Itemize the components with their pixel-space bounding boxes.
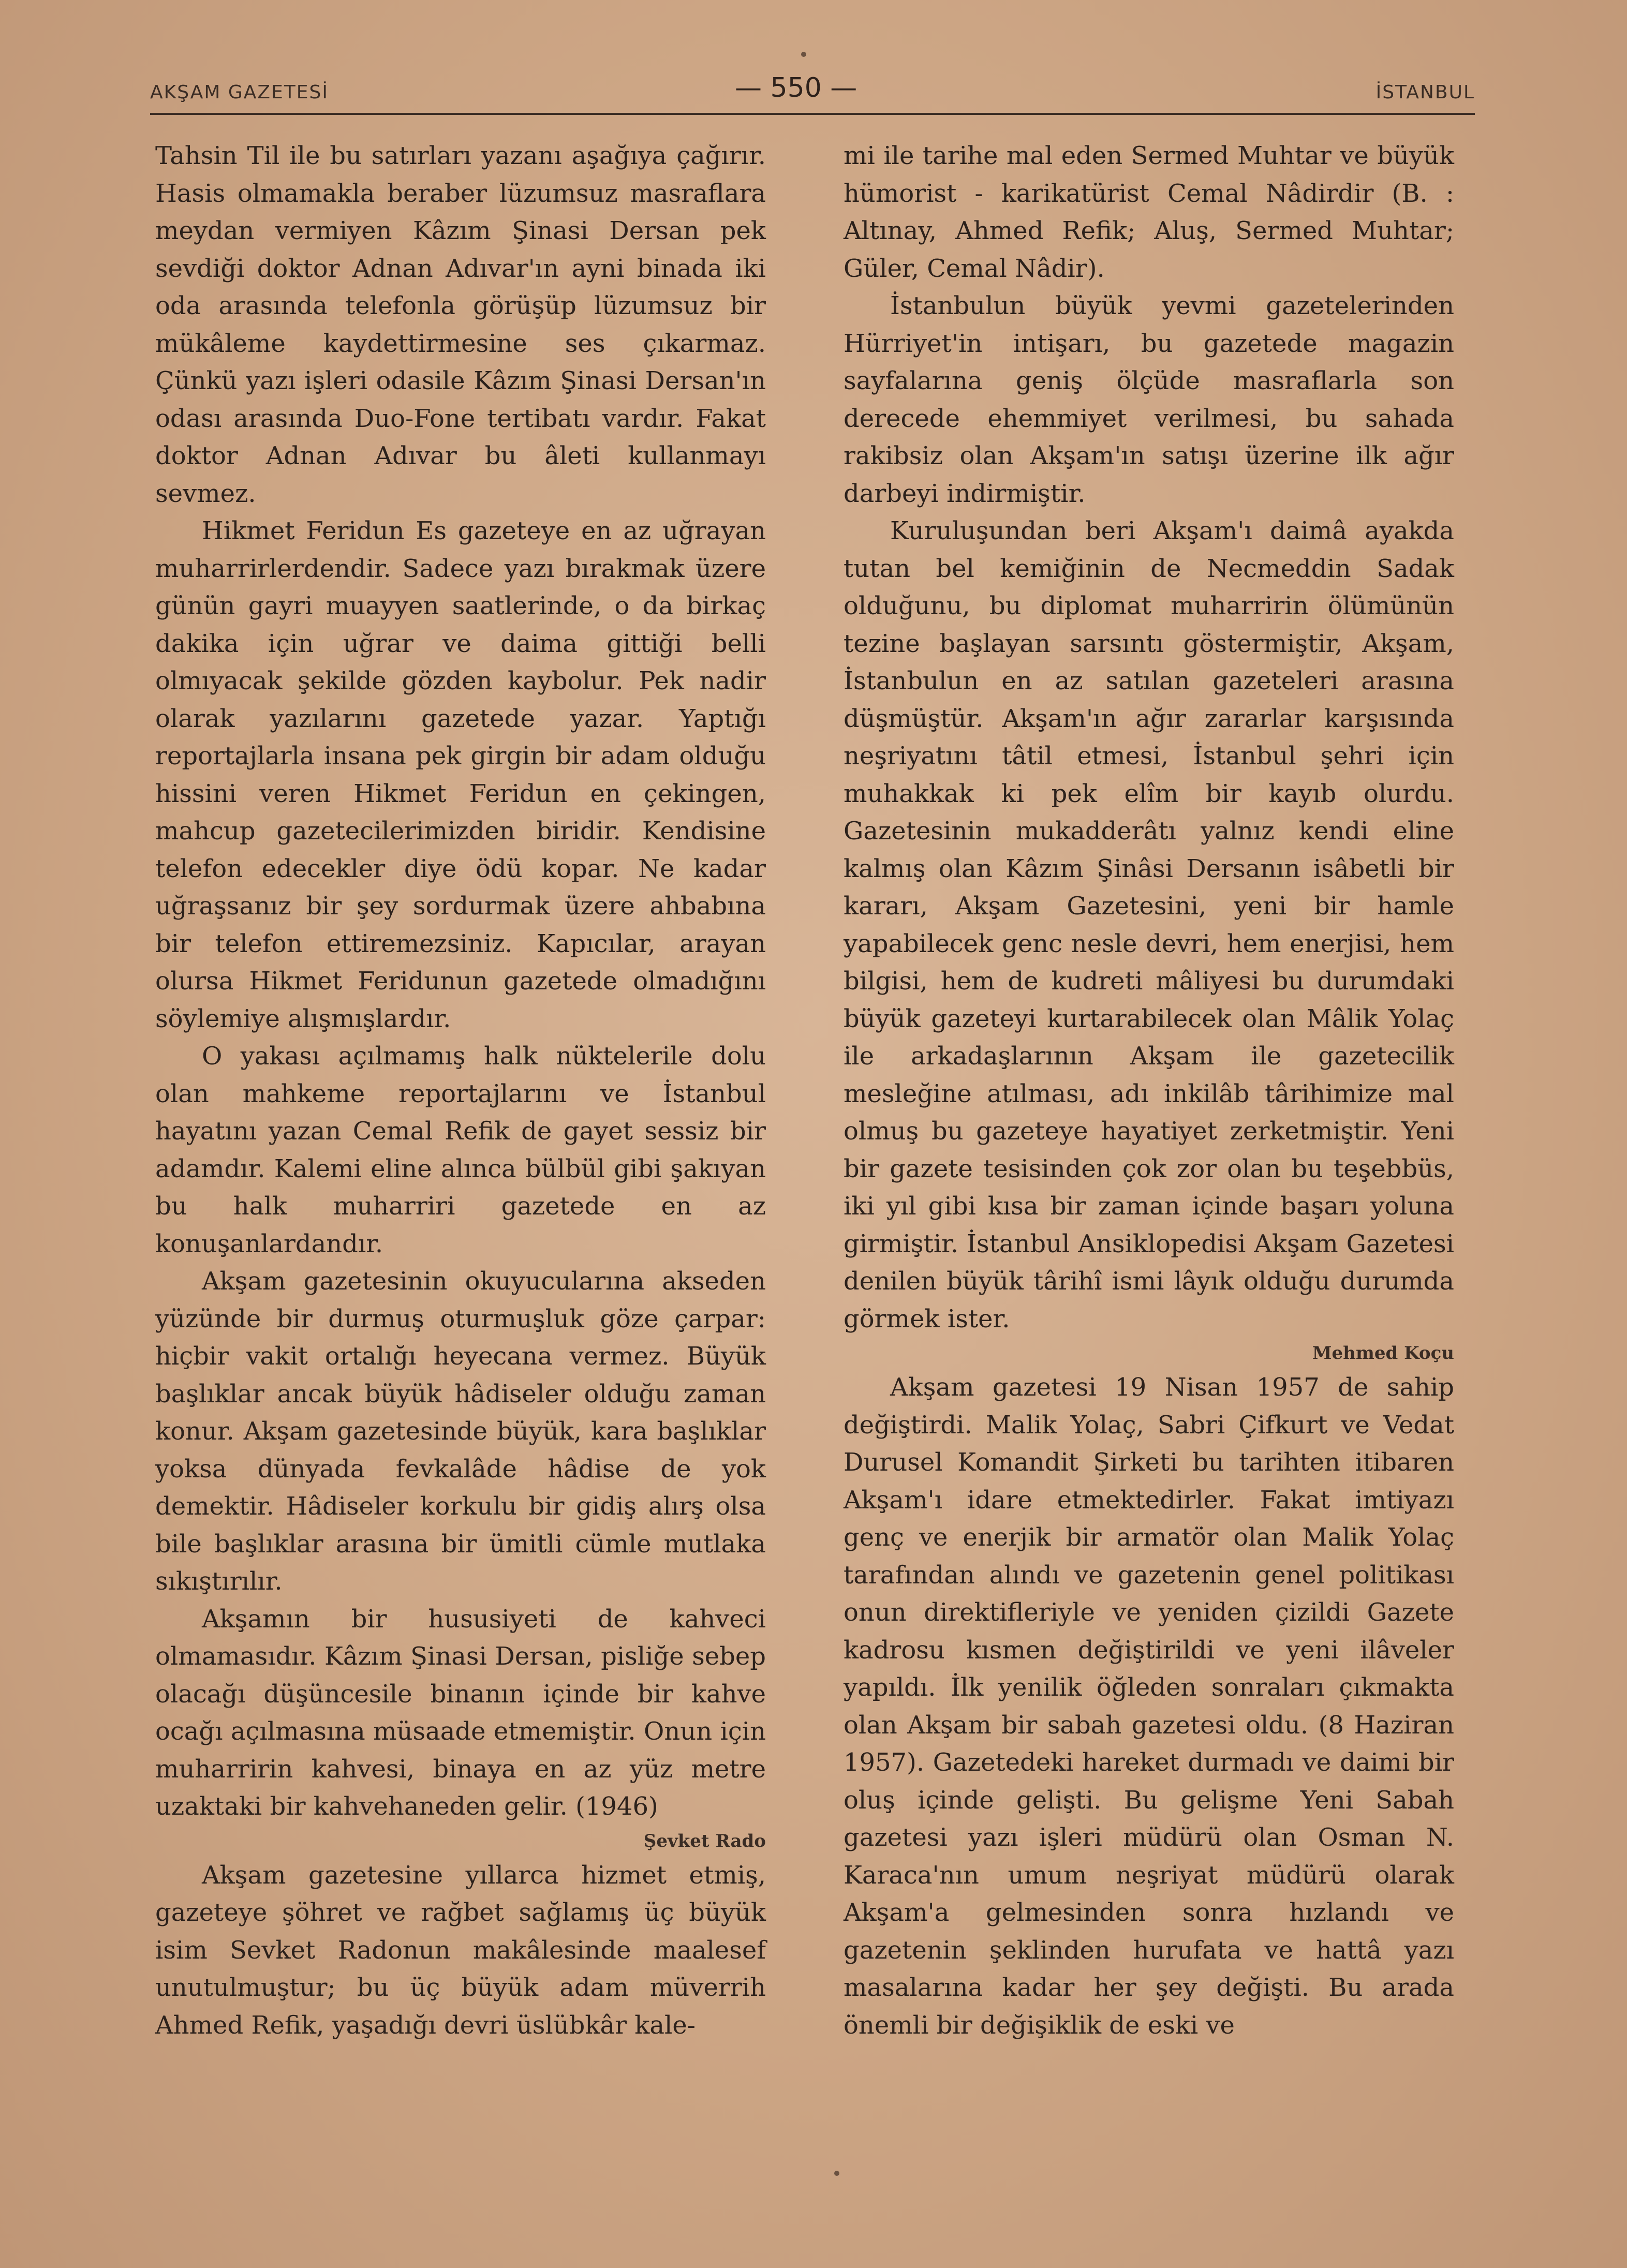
paragraph: Akşam gazetesinin okuyucularına akseden yüzünde bir durmuş oturmuşluk göze çarpar: hiçbir vakit ortalığı heyecana vermez. Büyük başlıklar ancak büyük hâdiseler olduğu zaman konur. Akşam gazetesinde büyük, kara başlıklar yoksa dünyada fevkalâde hâdise de yok demektir. Hâdiseler korkulu bir gidiş alırş olsa bile başlıklar arasına bir ümitli cümle mutlaka sıkıştırılır. xyxy=(155,1267,766,1596)
paragraph: Kuruluşundan beri Akşam'ı daimâ ayakda tutan bel kemiğinin de Necmeddin Sadak olduğunu, bu diplomat muharririn ölümünün tezine başlayan sarsıntı göstermiştir, Akşam, İstanbulun en az satılan gazeteleri arasına düşmüştür. Akşam'ın ağır zararlar karşısında neşriyatını tâtil etmesi, İstanbul şehri için muhakkak ki pek elîm bir kayıb olurdu. Gazetesinin mukadderâtı yalnız kendi eline kalmış olan Kâzım Şinâsi Dersanın isâbetli bir kararı, Akşam Gazetesini, yeni bir hamle yapabilecek genc nesle devri, hem enerjisi, hem bilgisi, hem de kudreti mâliyesi bu durumdaki büyük gazeteyi kurtarabilecek olan Mâlik Yolaç ile arkadaşlarının Akşam ile gazetecilik mesleğine atılması, adı inkilâb târihimize mal olmuş bu gazeteye hayatiyet zerketmiştir. Yeni bir gazete tesisinden çok zor olan bu teşebbüs, iki yıl gibi kısa bir zaman içinde başarı yoluna girmiştir. İstanbul Ansiklopedisi Akşam Gazetesi denilen büyük târihî ismi lâyık olduğu durumda görmek ister. xyxy=(844,516,1454,1333)
right-column xyxy=(844,137,1454,2044)
running-head xyxy=(150,72,1475,109)
paragraph: Akşamın bir hususiyeti de kahveci olmamasıdır. Kâzım Şinasi Dersan, pisliğe sebep olacağı düşüncesile binanın içinde bir kahve ocağı açılmasına müsaade etmemiştir. Onun için muharririn kahvesi, binaya en az yüz metre uzaktaki bir kahvehaneden gelir. (1946) xyxy=(155,1604,766,1821)
page-number: — 550 — xyxy=(735,72,857,103)
print-speck xyxy=(834,2171,839,2176)
header-rule xyxy=(150,113,1475,115)
paragraph: İstanbulun büyük yevmi gazetelerinden Hürriyet'in intişarı, bu gazetede magazin sayfalarına geniş ölçüde masraflarla son derecede ehemmiyet verilmesi, bu sahada rakibsiz olan Akşam'ın satışı üzerine ilk ağır darbeyi indirmiştir. xyxy=(844,291,1454,508)
print-speck xyxy=(801,52,806,57)
paragraph: Akşam gazetesine yıllarca hizmet etmiş, gazeteye şöhret ve rağbet sağlamış üç büyük isim Sevket Radonun makâlesinde maalesef unutulmuştur; bu üç büyük adam müverrih Ahmed Refik, yaşadığı devri üslübkâr kale- xyxy=(155,1860,766,2040)
newspaper-title: AKŞAM GAZETESİ xyxy=(150,82,329,103)
left-column xyxy=(155,137,766,2044)
section-title: İSTANBUL xyxy=(1375,82,1475,103)
paragraph: Hikmet Feridun Es gazeteye en az uğrayan muharrirlerdendir. Sadece yazı bırakmak üzere günün gayri muayyen saatlerinde, o da birkaç dakika için uğrar ve daima gittiği belli olmıyacak şekilde gözden kaybolur. Pek nadir olarak yazılarını gazetede yazar. Yaptığı reportajlarla insana pek girgin bir adam olduğu hissini veren Hikmet Feridun en çekingen, mahcup gazetecilerimizden biridir. Kendisine telefon edecekler diye ödü kopar. Ne kadar uğraşsanız bir şey sordurmak üzere ahbabına bir telefon ettiremezsiniz. Kapıcılar, arayan olursa Hikmet Feridunun gazetede olmadığını söylemiye alışmışlardır. xyxy=(155,516,766,1033)
paragraph: Tahsin Til ile bu satırları yazanı aşağıya çağırır. Hasis olmamakla beraber lüzumsuz masraflara meydan vermiyen Kâzım Şinasi Dersan pek sevdiği doktor Adnan Adıvar'ın ayni binada iki oda arasında telefonla görüşüp lüzumsuz bir mükâleme kaydettirmesine ses çıkarmaz. Çünkü yazı işleri odasile Kâzım Şinasi Dersan'ın odası arasında Duo-Fone tertibatı vardır. Fakat doktor Adnan Adıvar bu âleti kullanmayı sevmez. xyxy=(155,141,766,508)
author-signature: Şevket Rado xyxy=(643,1830,766,1851)
paragraph: O yakası açılmamış halk nüktelerile dolu olan mahkeme reportajlarını ve İstanbul hayatını yazan Cemal Refik de gayet sessiz bir adamdır. Kalemi eline alınca bülbül gibi şakıyan bu halk muharriri gazetede en az konuşanlardandır. xyxy=(155,1042,766,1258)
paragraph: Akşam gazetesi 19 Nisan 1957 de sahip değiştirdi. Malik Yolaç, Sabri Çifkurt ve Vedat Durusel Komandit Şirketi bu tarihten itibaren Akşam'ı idare etmektedirler. Fakat imtiyazı genç ve enerjik bir armatör olan Malik Yolaç tarafından alındı ve gazetenin genel politikası onun direktifleriyle ve yeniden çizildi Gazete kadrosu kısmen değiştirildi ve yeni ilâveler yapıldı. İlk yenilik öğleden sonraları çıkmakta olan Akşam bir sabah gazetesi oldu. (8 Haziran 1957). Gazetedeki hareket durmadı ve daimi bir oluş içinde gelişti. Bu gelişme Yeni Sabah gazetesi yazı işleri müdürü olan Osman N. Karaca'nın umum neşriyat müdürü olarak Akşam'a gelmesinden sonra hızlandı ve gazetenin şeklinden hurufata ve hattâ yazı masalarına kadar her şey değişti. Bu arada önemli bir değişiklik de eski ve xyxy=(844,1373,1454,2040)
author-signature: Mehmed Koçu xyxy=(1312,1343,1454,1363)
paragraph: mi ile tarihe mal eden Sermed Muhtar ve büyük hümorist - karikatürist Cemal Nâdirdir (B. : Altınay, Ahmed Refik; Aluş, Sermed Muhtar; Güler, Cemal Nâdir). xyxy=(844,141,1454,283)
